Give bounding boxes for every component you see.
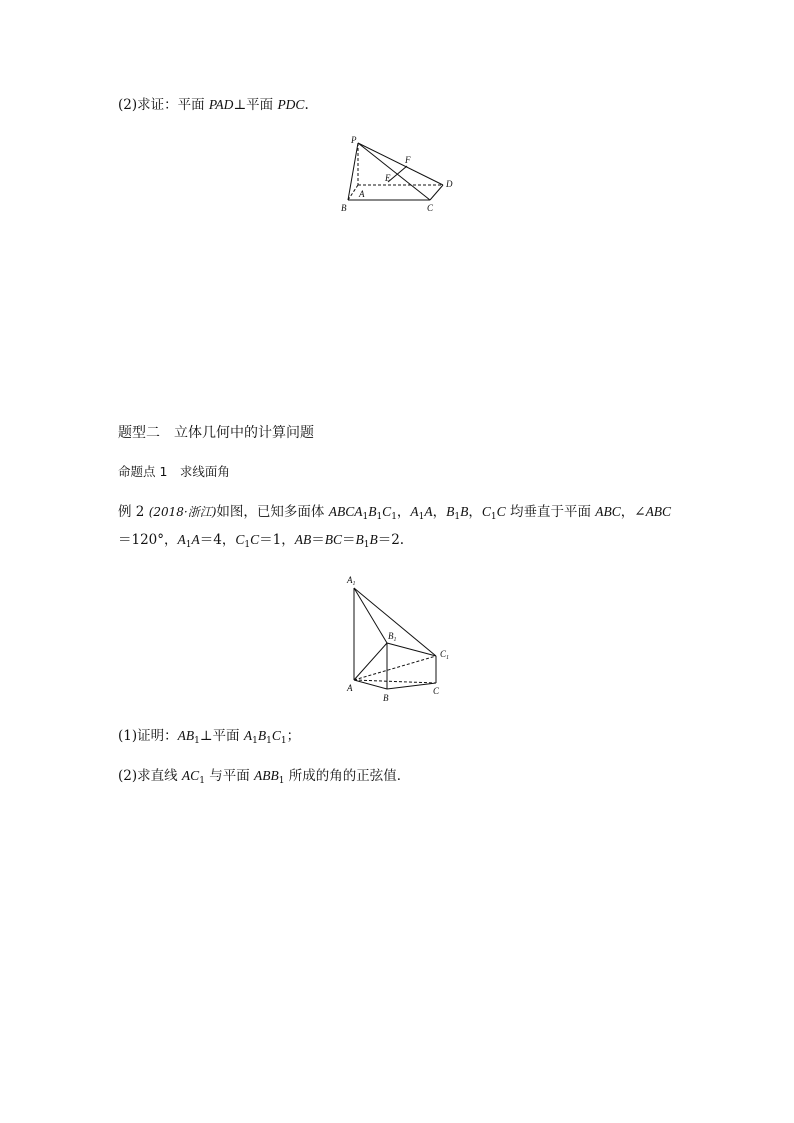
math: A (191, 532, 200, 547)
text: ， (432, 504, 447, 520)
section-title: 题型二 立体几何中的计算问题 (118, 425, 314, 441)
subscript: 1 (199, 776, 205, 786)
math: B (446, 504, 455, 519)
plane-label: PAD (208, 97, 234, 112)
question-1 (118, 727, 300, 745)
text: ； (286, 728, 301, 744)
text: ＝2. (377, 532, 405, 548)
edge-CD (430, 185, 443, 200)
subscript: 1 (194, 736, 200, 746)
math: A (177, 532, 186, 547)
math: BC (324, 532, 342, 547)
text: . (304, 97, 309, 113)
text: 如图，已知多面体 (216, 504, 329, 520)
plane-label: PDC (277, 97, 305, 112)
math: AB (177, 728, 195, 743)
text: ＝ (341, 532, 356, 548)
math: A (243, 728, 253, 743)
example-line-2 (118, 531, 404, 549)
subscript: 1 (185, 540, 192, 550)
edge-A1B1 (354, 588, 387, 643)
edge-PD (358, 143, 443, 185)
label-B1: $B_1$ (388, 631, 397, 643)
text: ＝4， (199, 532, 236, 548)
label-E: E (385, 173, 391, 183)
label-A: A (347, 683, 353, 693)
subsection-title: 命题点 1 求线面角 (118, 464, 230, 479)
text: (1)证明： (118, 728, 178, 744)
math: ABC (595, 504, 621, 519)
math: B (368, 504, 377, 519)
text: 均垂直于平面 (505, 504, 596, 520)
math: B (460, 504, 469, 519)
edge-AC (354, 680, 436, 683)
label-C: C (427, 203, 434, 213)
math: C (271, 728, 281, 743)
math: C (235, 532, 245, 547)
math: ABB (254, 768, 279, 783)
edge-AB1 (354, 643, 387, 680)
text: 与平面 (204, 768, 255, 784)
text: ＝120°， (118, 532, 178, 548)
subscript: 1 (278, 776, 285, 786)
pyramid-figure (330, 132, 465, 217)
edge-PC (358, 143, 430, 200)
math: C (481, 504, 491, 519)
math: B (369, 532, 378, 547)
example-line-1 (118, 503, 671, 521)
text: ＝1， (259, 532, 295, 548)
label-C1: $C_1$ (440, 649, 450, 661)
subscript: 1 (454, 512, 461, 522)
subscript: 1 (280, 736, 287, 746)
text: (2)求直线 (118, 768, 182, 784)
example-source: (2018·浙江) (148, 505, 217, 519)
subscript: 1 (266, 736, 272, 746)
edge-BC (387, 683, 436, 689)
edge-A1C1 (354, 588, 436, 656)
edge-PB (348, 143, 358, 200)
math: ABCA (328, 504, 363, 519)
label-F: F (405, 155, 411, 165)
subscript: 1 (490, 512, 497, 522)
math: C (496, 504, 506, 519)
polyhedron-figure (338, 570, 463, 708)
label-A: A (359, 189, 365, 199)
math: AB (294, 532, 312, 547)
text: 所成的角的正弦值． (284, 768, 411, 784)
math: A (410, 504, 419, 519)
text: ，∠ (620, 504, 646, 520)
label-C: C (433, 686, 440, 696)
label-D: D (446, 179, 453, 189)
text: ⊥平面 (199, 728, 244, 744)
math: B (257, 728, 267, 743)
subscript: 1 (418, 512, 425, 522)
edge-AB (354, 680, 387, 689)
label-B: B (383, 693, 389, 703)
text: (2)求证：平面 (118, 97, 209, 113)
label-A1: $A_1$ (347, 575, 356, 587)
text: ， (468, 504, 482, 520)
math: AC (181, 768, 200, 783)
question-2 (118, 767, 410, 785)
subscript: 1 (252, 736, 258, 746)
edge-AC1 (354, 656, 436, 680)
subscript: 1 (362, 512, 369, 522)
text: ⊥平面 (233, 97, 278, 113)
text: ＝ (311, 532, 325, 548)
math: B (355, 532, 364, 547)
example-label: 例 2 (118, 504, 145, 520)
subscript: 1 (376, 512, 383, 522)
math: ABC (645, 504, 672, 519)
subscript: 1 (244, 540, 251, 550)
math: C (382, 504, 392, 519)
subscript: 1 (363, 540, 370, 550)
math: C (250, 532, 260, 547)
text: ， (396, 504, 411, 520)
label-P: P (351, 135, 357, 145)
question-2-previous (118, 96, 309, 114)
math: A (424, 504, 433, 519)
label-B: B (341, 203, 347, 213)
subscript: 1 (391, 512, 397, 522)
